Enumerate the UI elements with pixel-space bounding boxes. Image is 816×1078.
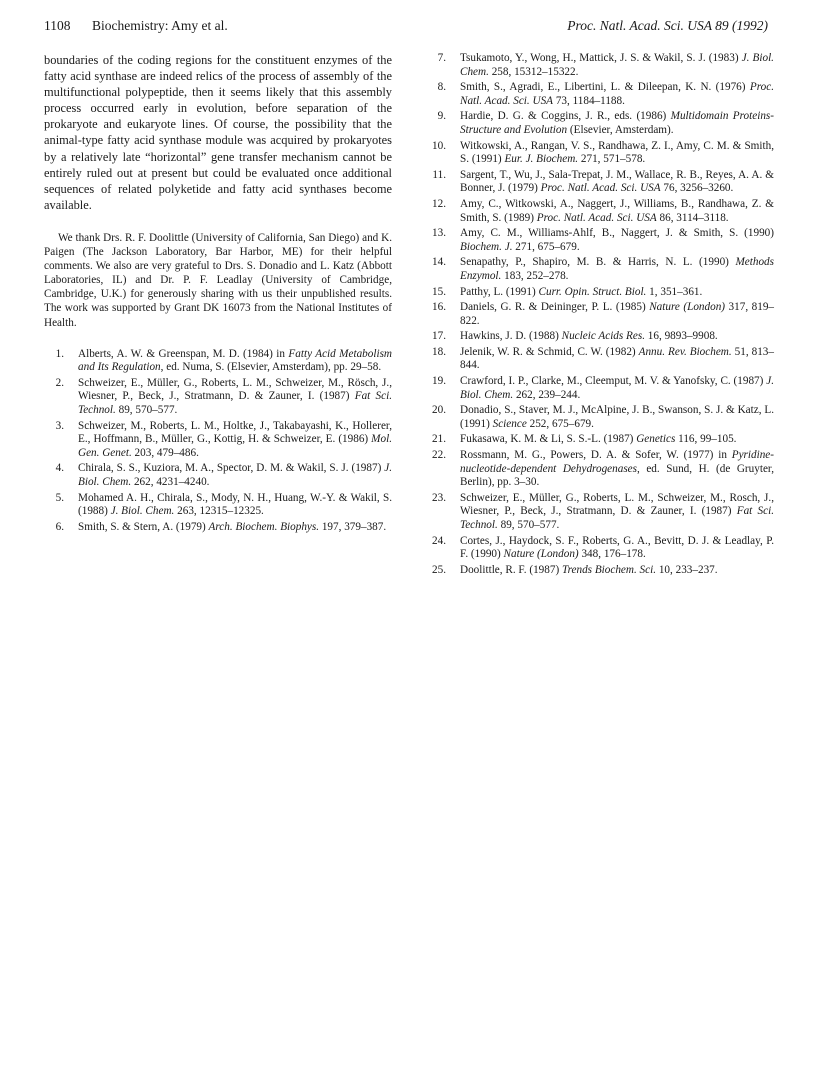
reference-authors: Crawford, I. P., Clarke, M., Cleemput, M. V. & Yanofsky, C. (1987) [460, 375, 767, 388]
reference-journal: Methods Enzymol. [460, 256, 774, 282]
reference-number: 2. [55, 376, 64, 389]
reference-item [44, 348, 392, 375]
reference-authors: Jelenik, W. R. & Schmid, C. W. (1982) [460, 345, 639, 358]
reference-item [44, 377, 392, 418]
reference-number: 19. [432, 375, 446, 388]
reference-journal: Fat Sci. Technol. [460, 505, 774, 531]
reference-journal: J. Biol. Chem. [78, 462, 392, 488]
reference-details: 348, 176–178. [578, 548, 646, 561]
reference-journal: Pyridine-nucleotide-dependent Dehydrogenases [460, 449, 774, 475]
reference-number: 11. [432, 168, 446, 181]
reference-details: 51, 813–844. [460, 345, 774, 372]
reference-number: 1. [55, 347, 64, 360]
reference-journal: Trends Biochem. Sci. [561, 563, 657, 576]
reference-authors: Smith, S., Agradi, E., Libertini, L. & Dileepan, K. N. (1976) [460, 81, 750, 94]
reference-authors: Hardie, D. G. & Coggins, J. R., eds. (1986) [460, 110, 671, 123]
reference-journal: Mol. Gen. Genet. [78, 433, 392, 459]
reference-number: 9. [437, 110, 446, 123]
reference-item [426, 286, 774, 300]
reference-journal: Proc. Natl. Acad. Sci. USA [540, 182, 661, 195]
reference-authors: Tsukamoto, Y., Wong, H., Mattick, J. S. & Wakil, S. J. (1983) [460, 52, 742, 64]
reference-authors: Donadio, S., Staver, M. J., McAlpine, J. B., Swanson, S. J. & Katz, L. (1991) [460, 404, 774, 430]
reference-item [426, 564, 774, 578]
reference-number: 17. [432, 330, 446, 343]
reference-details: 263, 12315–12325. [174, 505, 264, 518]
reference-authors: Daniels, G. R. & Deininger, P. L. (1985) [460, 301, 650, 314]
reference-item [426, 535, 774, 562]
reference-details: , ed. Numa, S. (Elsevier, Amsterdam), pp. 29–58. [160, 361, 382, 374]
reference-journal: Proc. Natl. Acad. Sci. USA [536, 211, 657, 224]
reference-item [426, 110, 774, 137]
reference-journal: Nature (London) [503, 548, 579, 561]
reference-details: 271, 675–679. [512, 240, 580, 253]
reference-authors: Schweizer, E., Müller, G., Roberts, L. M., Schweizer, M., Rösch, J., Wiesner, P., Beck, J., Stratmann, D. & Zauner, I. (1987) [78, 376, 392, 403]
reference-item [426, 404, 774, 431]
reference-details: , ed. Sund, H. (de Gruyter, Berlin), pp. 3–30. [460, 462, 774, 489]
reference-authors: Amy, C. M., Williams-Ahlf, B., Naggert, J. & Smith, S. (1990) [460, 227, 774, 240]
reference-authors: Cortes, J., Haydock, S. F., Roberts, G. A., Bevitt, D. J. & Leadlay, P. F. (1990) [460, 534, 774, 561]
reference-item [426, 346, 774, 373]
reference-authors: Mohamed A. H., Chirala, S., Mody, N. H., Huang, W.-Y. & Wakil, S. (1988) [78, 491, 392, 518]
reference-list-left [44, 348, 392, 535]
reference-authors: Schweizer, E., Müller, G., Roberts, L. M., Schweizer, M., Rosch, J., Wiesner, P., Beck, J., Stratmann, D. & Zauner, I. (1987) [460, 491, 774, 518]
reference-details: 86, 3114–3118. [656, 211, 729, 224]
reference-journal: Proc. Natl. Acad. Sci. USA [460, 81, 774, 107]
journal-citation: Proc. Natl. Acad. Sci. USA 89 (1992) [567, 18, 768, 33]
reference-journal: Fatty Acid Metabolism and Its Regulation [78, 347, 393, 374]
reference-item [426, 227, 774, 254]
reference-details: 271, 571–578. [578, 153, 646, 166]
reference-journal: J. Biol. Chem. [460, 52, 774, 78]
right-column [426, 52, 774, 579]
reference-item [426, 492, 774, 533]
reference-authors: Schweizer, M., Roberts, L. M., Holtke, J., Takabayashi, K., Hollerer, E., Hoffmann, B., Müller, G., Kottig, H. & Schweizer, E. (1986) [78, 419, 392, 446]
reference-details: 197, 379–387. [319, 520, 387, 533]
reference-details: 183, 252–278. [501, 269, 569, 282]
reference-journal: Nature (London) [649, 301, 726, 314]
reference-authors: Sargent, T., Wu, J., Sala-Trepat, J. M., Wallace, R. B., Reyes, A. A. & Bonner, J. (1979) [460, 168, 774, 195]
reference-details: 262, 239–244. [513, 388, 581, 401]
reference-number: 7. [437, 52, 446, 64]
reference-authors: Senapathy, P., Shapiro, M. B. & Harris, N. L. (1990) [460, 256, 736, 269]
reference-item [44, 420, 392, 461]
reference-number: 10. [432, 139, 446, 152]
reference-details: 73, 1184–1188. [553, 94, 625, 107]
reference-number: 20. [432, 404, 446, 417]
reference-journal: Nucleic Acids Res. [561, 330, 645, 343]
reference-number: 22. [432, 449, 446, 462]
reference-number: 4. [55, 462, 64, 475]
reference-list-right [426, 52, 774, 577]
reference-item [426, 330, 774, 344]
reference-authors: Alberts, A. W. & Greenspan, M. D. (1984) in [78, 347, 289, 360]
acknowledgment-paragraph: We thank Drs. R. F. Doolittle (University of California, San Diego) and K. Paigen (The Jackson Laboratory, Bar Harbor, ME) for their helpful comments. We also are very grateful to Drs. S. Donadio and L. Katz (Abbott Laboratories, IL) and Dr. P. F. Leadlay (University of Cambridge, Cambridge, U.K.) for generously sharing with us their unpublished results. The work was supported by Grant DK 16073 from the National Institutes of Health. [44, 231, 392, 329]
reference-item [426, 140, 774, 167]
reference-details: 258, 15312–15322. [488, 65, 579, 78]
reference-journal: J. Biol. Chem. [110, 505, 175, 518]
reference-journal: Multidomain Proteins-Structure and Evolution [460, 110, 774, 136]
reference-item [426, 375, 774, 402]
reference-number: 15. [432, 285, 446, 298]
reference-details: (Elsevier, Amsterdam). [567, 123, 674, 136]
reference-number: 6. [55, 520, 64, 533]
reference-item [426, 301, 774, 328]
reference-item [426, 449, 774, 490]
reference-number: 23. [432, 491, 446, 504]
reference-journal: J. Biol. Chem. [460, 375, 774, 401]
reference-number: 3. [55, 419, 64, 432]
reference-details: 89, 570–577. [497, 519, 560, 531]
reference-number: 25. [432, 563, 446, 576]
left-column [44, 52, 392, 536]
reference-number: 14. [432, 256, 446, 269]
reference-authors: Fukasawa, K. M. & Li, S. S.-L. (1987) [460, 433, 637, 446]
reference-number: 13. [432, 227, 446, 240]
reference-item [426, 81, 774, 108]
reference-journal: Fat Sci. Technol. [78, 390, 392, 416]
page-number: 1108 [44, 18, 71, 33]
reference-details: 116, 99–105. [675, 433, 737, 446]
reference-details: 1, 351–361. [646, 285, 703, 298]
reference-journal: Science [492, 417, 527, 430]
reference-item [44, 492, 392, 519]
reference-details: 89, 570–577. [115, 403, 178, 416]
reference-item [426, 169, 774, 196]
reference-authors: Hawkins, J. D. (1988) [460, 330, 562, 343]
reference-journal: Curr. Opin. Struct. Biol. [538, 285, 647, 298]
reference-authors: Witkowski, A., Rangan, V. S., Randhawa, Z. I., Amy, C. M. & Smith, S. (1991) [460, 139, 774, 166]
reference-authors: Doolittle, R. F. (1987) [460, 563, 562, 576]
reference-number: 16. [432, 301, 446, 314]
reference-authors: Patthy, L. (1991) [460, 285, 539, 298]
reference-details: 317, 819–822. [460, 301, 775, 327]
reference-number: 18. [432, 345, 446, 358]
reference-details: 16, 9893–9908. [645, 330, 718, 343]
reference-authors: Smith, S. & Stern, A. (1979) [78, 520, 209, 533]
running-title: Biochemistry: Amy et al. [92, 18, 228, 33]
reference-item [426, 433, 774, 447]
body-paragraph: boundaries of the coding regions for the constituent enzymes of the fatty acid synthase are indeed relics of the process of assembly of the multifunctional polypeptide, then it seems likely that this assembly process occurred early in evolution, before separation of the prokaryote and eukaryote lines. Of course, the possibility that the animal-type fatty acid synthase module was acquired by prokaryotes by a relatively late “horizontal” gene transfer mechanism cannot be entirely ruled out at present but could be evaluated once additional sequences of related polyketide and fatty acid synthases become available. [44, 53, 392, 212]
reference-details: 262, 4231–4240. [131, 475, 210, 488]
reference-item [426, 198, 774, 225]
reference-number: 24. [432, 534, 446, 547]
reference-journal: Eur. J. Biochem. [504, 153, 579, 166]
reference-number: 21. [432, 433, 446, 446]
page-header [44, 18, 768, 40]
reference-authors: Chirala, S. S., Kuziora, M. A., Spector, D. M. & Wakil, S. J. (1987) [78, 462, 385, 475]
reference-journal: Annu. Rev. Biochem. [638, 345, 732, 358]
reference-details: 76, 3256–3260. [660, 182, 734, 195]
reference-item [426, 256, 774, 283]
reference-item [44, 462, 392, 489]
reference-authors: Amy, C., Witkowski, A., Naggert, J., Williams, B., Randhawa, Z. & Smith, S. (1989) [460, 197, 774, 224]
reference-details: 252, 675–679. [526, 417, 594, 430]
reference-item [44, 521, 392, 535]
reference-authors: Rossmann, M. G., Powers, D. A. & Sofer, W. (1977) in [460, 449, 732, 462]
reference-details: 10, 233–237. [656, 563, 718, 576]
reference-number: 12. [432, 197, 446, 210]
reference-journal: Biochem. J. [460, 240, 513, 253]
reference-number: 5. [55, 491, 64, 504]
reference-number: 8. [437, 81, 446, 94]
reference-details: 203, 479–486. [131, 446, 199, 459]
reference-journal: Arch. Biochem. Biophys. [208, 520, 320, 533]
reference-item [426, 52, 774, 79]
reference-journal: Genetics [636, 433, 676, 446]
